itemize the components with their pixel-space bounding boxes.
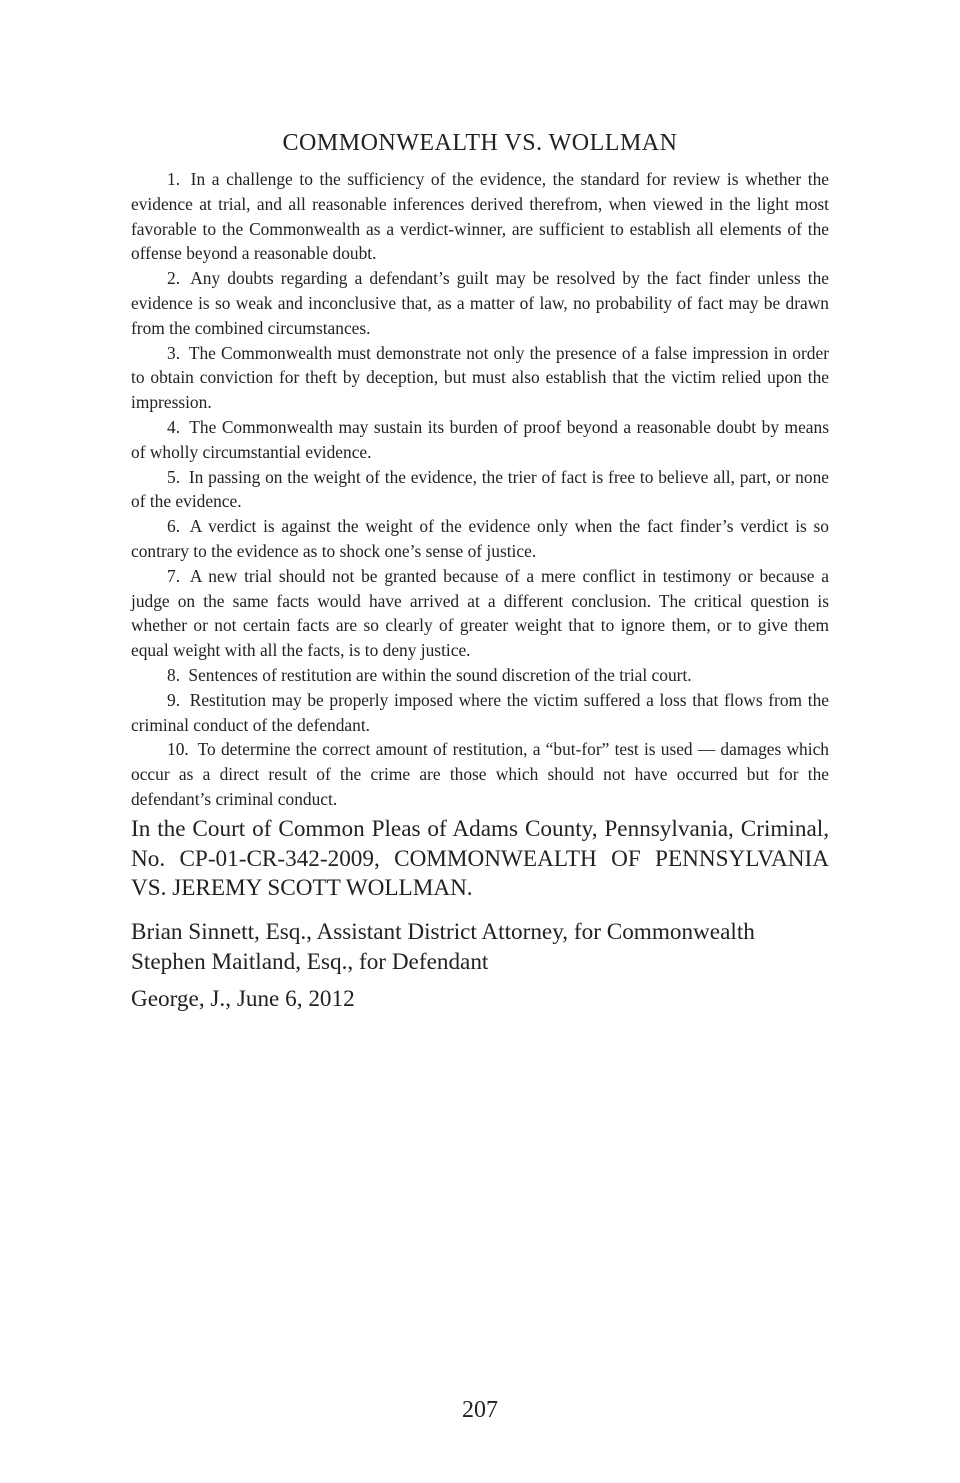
headnote-9 [131, 688, 829, 738]
counsel-block [131, 918, 851, 977]
headnote-number: 2. [167, 268, 181, 289]
headnote-2 [131, 266, 829, 340]
headnote-number: 10. [167, 739, 189, 760]
headnote-1 [131, 167, 829, 266]
headnote-text: To determine the correct amount of restitution, a “but-for” test is used — damages which occur as a direct result of the crime are those which should not have occurred but for the defendant’s criminal conduct. [131, 739, 829, 809]
headnote-text: The Commonwealth may sustain its burden of proof beyond a reasonable doubt by means of wholly circumstantial evidence. [131, 416, 829, 462]
case-caption-text: In the Court of Common Pleas of Adams County, Pennsylvania, Criminal, No. CP-01-CR-342-2009, COMMONWEALTH OF PENNSYLVANIA VS. JEREMY SCOTT WOLLMAN. [131, 816, 829, 901]
counsel-defendant: Stephen Maitland, Esq., for Defendant [131, 948, 489, 975]
headnote-10 [131, 737, 829, 811]
headnote-4 [131, 415, 829, 465]
page-number: 207 [462, 1397, 498, 1423]
headnote-number: 3. [167, 342, 181, 363]
case-caption [131, 815, 829, 904]
headnote-text: A new trial should not be granted because of a mere conflict in testimony or because a judge on the same facts would have arrived at a different conclusion. The critical question is whether or not certain facts are so clearly of greater weight that to ignore them, or to give them equal weight with all the facts, is to deny justice. [131, 565, 830, 661]
headnote-3 [131, 341, 829, 415]
headnotes-section [131, 167, 829, 812]
headnote-text: Any doubts regarding a defendant’s guilt may be resolved by the fact finder unless the evidence is so weak and inconclusive that, as a matter of law, no probability of fact may be drawn from the combined circumstances. [131, 268, 829, 338]
headnote-number: 4. [167, 416, 181, 437]
headnote-text: The Commonwealth must demonstrate not only the presence of a false impression in order to obtain conviction for theft by deception, but must also establish that the victim relied upon the impression. [131, 342, 829, 413]
running-title: COMMONWEALTH VS. WOLLMAN [282, 130, 678, 156]
headnote-text: Restitution may be properly imposed where the victim suffered a loss that flows from the criminal conduct of the defendant. [131, 689, 829, 735]
headnote-text: Sentences of restitution are within the sound discretion of the trial court. [188, 664, 692, 685]
headnote-number: 8. [167, 664, 181, 685]
headnote-text: In a challenge to the sufficiency of the evidence, the standard for review is whether the evidence at trial, and all reasonable inferences derived therefrom, when viewed in the light most favorable to the Commonwealth as a verdict-winner, are sufficient to establish all elements of the offense beyond a reasonable doubt. [131, 169, 829, 264]
judge-date-line: George, J., June 6, 2012 [131, 986, 355, 1012]
headnote-6 [131, 514, 829, 564]
headnote-text: A verdict is against the weight of the evidence only when the fact finder’s verdict is so contrary to the evidence as to shock one’s sense of justice. [131, 516, 829, 561]
headnote-7 [131, 564, 829, 663]
headnote-number: 9. [167, 689, 181, 710]
headnote-number: 6. [167, 516, 181, 537]
headnote-text: In passing on the weight of the evidence, the trier of fact is free to believe all, part, or none of the evidence. [131, 466, 829, 512]
headnote-number: 5. [167, 466, 181, 487]
headnote-5 [131, 465, 829, 515]
headnote-8 [131, 663, 829, 688]
headnote-number: 1. [167, 169, 181, 189]
counsel-commonwealth: Brian Sinnett, Esq., Assistant District Attorney, for Commonwealth [131, 919, 755, 945]
headnote-number: 7. [167, 565, 181, 586]
